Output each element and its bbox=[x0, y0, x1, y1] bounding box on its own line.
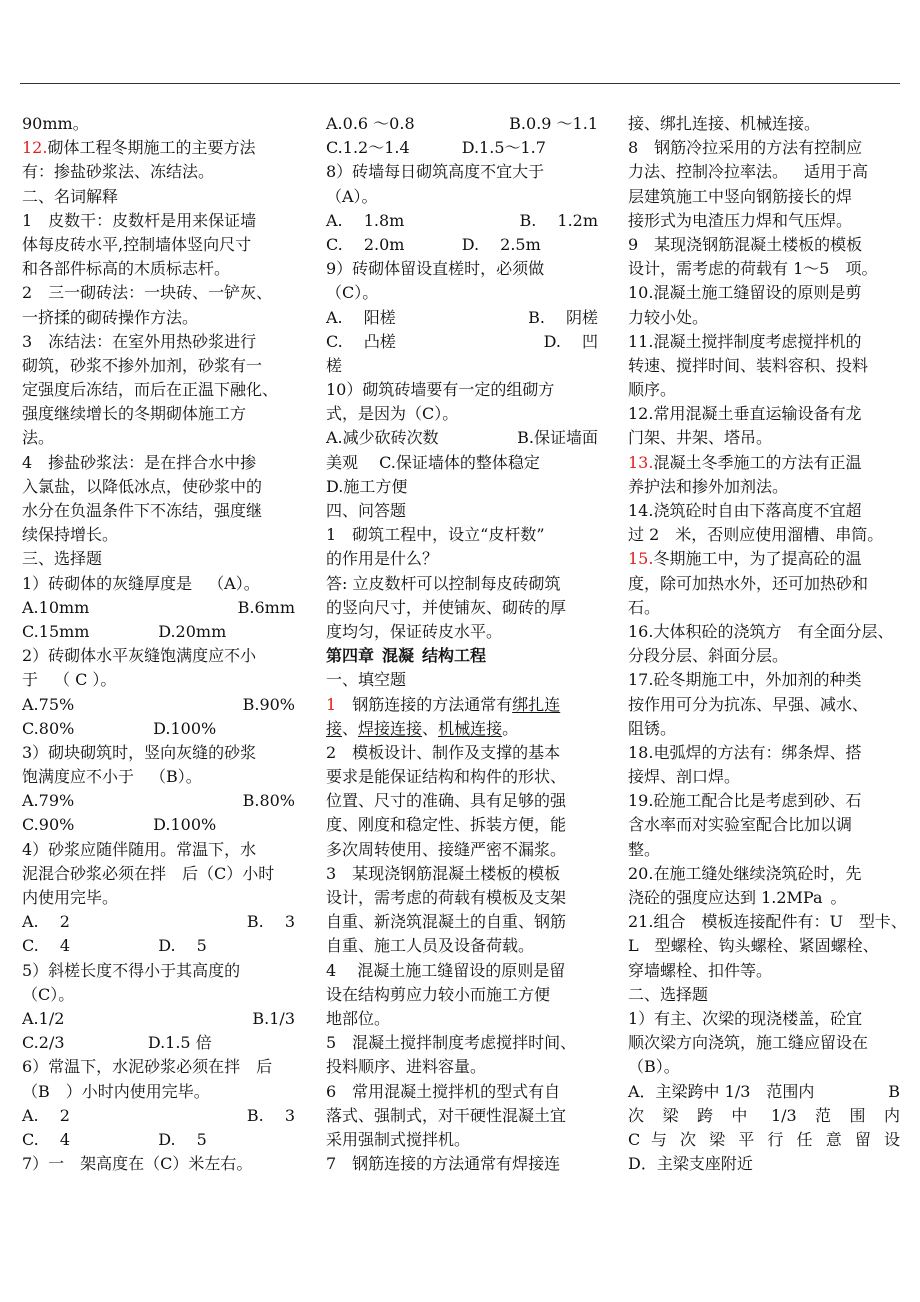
text-line bbox=[326, 644, 598, 668]
text-line bbox=[326, 306, 598, 330]
text-segment: 、 bbox=[342, 718, 359, 738]
text-segment: 19.砼施工配合比是考虑到砂、石 bbox=[628, 791, 862, 811]
text-line bbox=[326, 1152, 598, 1176]
text-segment: 10.混凝土施工缝留设的原则是剪 bbox=[628, 283, 862, 303]
text-line bbox=[326, 1055, 598, 1079]
text-line bbox=[326, 233, 598, 257]
text-segment: 槎 bbox=[326, 355, 343, 375]
text-segment: 饱满度应不小于 （B）。 bbox=[22, 767, 202, 787]
text-segment: D.1.5～1.7 bbox=[461, 138, 546, 158]
text-segment: A.0.6 ～0.8 bbox=[326, 114, 415, 133]
text-line bbox=[22, 136, 295, 160]
text-segment: 力法、控制冷拉率法。 适用于高 bbox=[628, 162, 869, 182]
text-segment: 混凝土冬季施工的方法有正温 bbox=[653, 452, 862, 472]
text-line bbox=[22, 354, 295, 378]
text-line bbox=[628, 983, 900, 1007]
text-segment: 的竖向尺寸，并使铺灰、砌砖的厚 bbox=[326, 597, 567, 617]
text-segment: 设在结构剪应力较小而施工方便 bbox=[326, 984, 551, 1004]
text-line bbox=[326, 1104, 598, 1128]
text-segment: A.10mm bbox=[22, 597, 90, 617]
text-line bbox=[326, 209, 598, 233]
text-segment: D.1.5 倍 bbox=[147, 1033, 212, 1053]
text-segment: 1 皮数干：皮数杆是用来保证墙 bbox=[22, 210, 257, 230]
text-segment: 穿墙螺栓、扣件等。 bbox=[628, 960, 773, 980]
text-line bbox=[628, 112, 900, 136]
text-segment: C.15mm bbox=[22, 621, 90, 641]
text-segment: B.0.9 ～1.1 bbox=[509, 114, 598, 133]
text-segment: 9 某现浇钢筋混凝土楼板的模板 bbox=[628, 234, 863, 254]
text-segment: D. 5 bbox=[158, 1129, 207, 1149]
text-segment: 四、问答题 bbox=[326, 501, 407, 520]
text-line bbox=[22, 910, 295, 934]
text-segment: 度均匀，保证砖皮水平。 bbox=[326, 621, 503, 641]
text-segment: D. 凹 bbox=[543, 331, 598, 351]
text-line bbox=[628, 209, 900, 233]
text-line bbox=[22, 209, 295, 233]
text-segment: 顺序。 bbox=[628, 380, 677, 400]
text-line bbox=[628, 1104, 900, 1128]
text-line bbox=[326, 1031, 598, 1055]
text-line bbox=[22, 402, 295, 426]
text-line bbox=[628, 1128, 900, 1152]
text-segment: 10）砌筑砖墙要有一定的组砌方 bbox=[326, 380, 555, 400]
text-line bbox=[22, 185, 295, 209]
text-line bbox=[22, 862, 295, 886]
text-line bbox=[326, 378, 598, 402]
text-segment: 4）砂浆应随伴随用。常温下，水 bbox=[22, 839, 257, 859]
text-segment: 整。 bbox=[628, 839, 661, 859]
text-segment: A.79% bbox=[22, 791, 75, 811]
text-segment: （B ）小时内使用完毕。 bbox=[22, 1081, 210, 1101]
text-segment: A.减少砍砖次数 bbox=[326, 428, 439, 448]
column-middle bbox=[326, 112, 598, 1176]
text-segment: 钢筋连接的方法通常有 bbox=[336, 694, 513, 714]
text-line bbox=[628, 910, 907, 934]
text-segment: 水分在负温条件下不冻结，强度继 bbox=[22, 501, 263, 520]
text-segment: A. 阳槎 bbox=[326, 307, 396, 327]
text-segment: 15. bbox=[628, 549, 654, 569]
column-right bbox=[628, 112, 907, 1176]
text-line bbox=[628, 789, 900, 813]
text-line bbox=[628, 644, 900, 668]
text-segment: D. 2.5m bbox=[461, 234, 541, 254]
text-line bbox=[326, 185, 598, 209]
text-segment: 11.混凝土搅拌制度考虑搅拌机的 bbox=[628, 331, 862, 351]
text-line bbox=[326, 717, 598, 741]
text-line bbox=[628, 668, 900, 692]
text-segment: 、 bbox=[422, 718, 439, 738]
text-line bbox=[628, 572, 900, 596]
text-line bbox=[22, 281, 295, 305]
text-segment: 入氯盐，以降低冰点，使砂浆中的 bbox=[22, 476, 263, 496]
text-line bbox=[22, 789, 295, 813]
text-segment: 一、填空题 bbox=[326, 670, 407, 690]
text-line bbox=[628, 306, 900, 330]
text-segment: D.100% bbox=[153, 718, 217, 738]
text-segment: 力较小处。 bbox=[628, 307, 709, 327]
text-line bbox=[326, 668, 598, 692]
text-segment: A. 2 bbox=[22, 1105, 70, 1125]
text-segment: 7）一 架高度在（C）米左右。 bbox=[22, 1154, 253, 1174]
text-segment: 2）砖砌体水平灰缝饱满度应不小 bbox=[22, 646, 257, 666]
text-segment: 度、刚度和稳定性、拆装方便，能 bbox=[326, 815, 567, 835]
text-segment: 90mm。 bbox=[22, 114, 89, 133]
text-segment: D.20mm bbox=[158, 621, 227, 641]
text-line bbox=[22, 1104, 295, 1128]
text-line bbox=[22, 644, 295, 668]
text-segment: 门架、井架、塔吊。 bbox=[628, 428, 773, 448]
text-segment: 13. bbox=[628, 452, 654, 472]
text-segment: 焊接连接 bbox=[358, 718, 423, 738]
text-segment: 冬期施工中，为了提高砼的温 bbox=[653, 549, 862, 569]
text-segment: 接 bbox=[326, 718, 343, 738]
text-segment: 层建筑施工中竖向钢筋接长的焊 bbox=[628, 186, 853, 206]
text-line bbox=[22, 475, 295, 499]
text-segment: 于 （ C ）。 bbox=[22, 670, 117, 690]
text-line bbox=[628, 281, 900, 305]
text-line bbox=[628, 959, 900, 983]
text-line bbox=[22, 257, 295, 281]
text-line bbox=[326, 862, 598, 886]
text-segment: D.100% bbox=[153, 815, 217, 835]
text-segment: （B）。 bbox=[628, 1057, 680, 1077]
text-line bbox=[22, 620, 295, 644]
text-line bbox=[326, 354, 598, 378]
text-segment: D. 5 bbox=[158, 936, 207, 956]
text-line bbox=[326, 402, 598, 426]
text-segment: 自重、施工人员及设备荷载。 bbox=[326, 936, 535, 956]
text-segment: 养护法和掺外加剂法。 bbox=[628, 476, 789, 496]
text-segment: L 型螺栓、钩头螺栓、紧固螺栓、 bbox=[628, 936, 879, 956]
text-line bbox=[326, 572, 598, 596]
text-segment: 续保持增长。 bbox=[22, 525, 119, 545]
text-segment: 地部位。 bbox=[326, 1008, 391, 1028]
text-segment: 3 某现浇钢筋混凝土楼板的模板 bbox=[326, 863, 561, 883]
text-segment: 二、选择题 bbox=[628, 984, 709, 1004]
text-line bbox=[22, 451, 295, 475]
text-segment: 5 混凝土搅拌制度考虑搅拌时间、 bbox=[326, 1033, 577, 1053]
text-line bbox=[326, 499, 598, 523]
text-line bbox=[326, 596, 598, 620]
text-line bbox=[22, 1055, 295, 1079]
text-segment: 法。 bbox=[22, 428, 55, 448]
text-line bbox=[22, 1031, 295, 1055]
text-line bbox=[22, 838, 295, 862]
text-segment: 16.大体积砼的浇筑方 有全面分层、 bbox=[628, 621, 894, 641]
text-segment: 17.砼冬期施工中，外加剂的种类 bbox=[628, 670, 862, 690]
text-segment: C 与 次 梁 平 行 任 意 留 设 bbox=[628, 1129, 900, 1149]
text-line bbox=[326, 426, 598, 450]
text-segment: 定强度后冻结，而后在正温下融化、 bbox=[22, 380, 279, 400]
text-line bbox=[326, 257, 598, 281]
text-line bbox=[22, 959, 295, 983]
text-segment: 砌体工程冬期施工的主要方法 bbox=[47, 138, 256, 158]
text-line bbox=[628, 185, 900, 209]
text-line bbox=[326, 886, 598, 910]
text-segment: 次 梁 跨 中 1/3 范 围 内 bbox=[628, 1105, 900, 1125]
text-segment: （A）。 bbox=[326, 186, 378, 206]
text-segment: （C）。 bbox=[22, 984, 75, 1004]
header-rule bbox=[20, 83, 900, 84]
text-line bbox=[326, 838, 598, 862]
column-left bbox=[22, 112, 295, 1176]
text-segment: 多次周转使用、接缝严密不漏浆。 bbox=[326, 839, 567, 859]
text-line bbox=[22, 741, 295, 765]
text-segment: 的作用是什么？ bbox=[326, 549, 439, 569]
text-line bbox=[22, 572, 295, 596]
text-line bbox=[326, 910, 598, 934]
text-segment: 14.浇筑砼时自由下落高度不宜超 bbox=[628, 501, 862, 520]
text-line bbox=[326, 934, 598, 958]
text-line bbox=[326, 959, 598, 983]
text-line bbox=[22, 547, 295, 571]
text-line bbox=[326, 741, 598, 765]
text-segment: 泥混合砂浆必须在拌 后（C）小时 bbox=[22, 863, 275, 883]
text-line bbox=[326, 547, 598, 571]
text-segment: B. 阴槎 bbox=[528, 307, 598, 327]
text-line bbox=[22, 233, 295, 257]
text-segment: B.1/3 bbox=[252, 1008, 295, 1028]
text-line bbox=[628, 257, 900, 281]
text-line bbox=[326, 789, 598, 813]
text-segment: 绑扎连 bbox=[512, 694, 561, 714]
text-line bbox=[22, 886, 295, 910]
text-segment: 接、绑扎连接、机械连接。 bbox=[628, 114, 821, 133]
text-line bbox=[22, 499, 295, 523]
text-segment: C.1.2～1.4 bbox=[326, 138, 410, 158]
text-segment: 一挤揉的砌砖操作方法。 bbox=[22, 307, 199, 327]
text-segment: 石。 bbox=[628, 597, 661, 617]
text-line bbox=[326, 451, 598, 475]
text-segment: C.2/3 bbox=[22, 1033, 65, 1053]
text-segment: 4 混凝土施工缝留设的原则是留 bbox=[326, 960, 566, 980]
text-line bbox=[22, 813, 295, 837]
text-line bbox=[628, 717, 900, 741]
text-line bbox=[628, 233, 900, 257]
text-segment: 过 2 米，否则应使用溜槽、串筒。 bbox=[628, 525, 884, 545]
text-line bbox=[22, 717, 295, 741]
text-segment: 1）有主、次梁的现浇楼盖，砼宜 bbox=[628, 1008, 863, 1028]
text-segment: 阻锈。 bbox=[628, 718, 677, 738]
text-line bbox=[628, 1031, 900, 1055]
text-line bbox=[326, 1128, 598, 1152]
text-line bbox=[628, 765, 900, 789]
text-segment: C.80% bbox=[22, 718, 75, 738]
text-segment: 三、选择题 bbox=[22, 549, 103, 569]
text-segment: 12.常用混凝土垂直运输设备有龙 bbox=[628, 404, 862, 424]
text-segment: B.90% bbox=[242, 694, 295, 714]
text-segment: B.6mm bbox=[237, 597, 295, 617]
text-line bbox=[22, 596, 295, 620]
text-line bbox=[22, 1128, 295, 1152]
text-segment: 自重、新浇筑混凝土的自重、钢筋 bbox=[326, 912, 567, 932]
text-line bbox=[22, 112, 295, 136]
text-segment: 强度继续增长的冬期砌体施工方 bbox=[22, 404, 247, 424]
text-segment: 机械连接 bbox=[438, 718, 503, 738]
text-segment: 2 三一砌砖法：一块砖、一铲灰、 bbox=[22, 283, 273, 303]
text-segment: B.保证墙面 bbox=[517, 428, 598, 448]
text-line bbox=[326, 620, 598, 644]
text-line bbox=[628, 1080, 900, 1104]
text-segment: （C）。 bbox=[326, 283, 379, 303]
text-line bbox=[22, 306, 295, 330]
text-line bbox=[22, 668, 295, 692]
text-segment: B. 1.2m bbox=[519, 210, 598, 230]
text-segment: A. 1.8m bbox=[326, 210, 405, 230]
text-segment: 内使用完毕。 bbox=[22, 888, 119, 907]
text-line bbox=[22, 426, 295, 450]
text-segment: 要求是能保证结构和构件的形状、 bbox=[326, 767, 567, 787]
text-segment: C. 2.0m bbox=[326, 234, 405, 254]
text-segment: C. 4 bbox=[22, 1129, 71, 1149]
text-segment: A．主梁跨中 1/3 范围内 bbox=[628, 1081, 815, 1101]
text-line bbox=[628, 451, 900, 475]
text-line bbox=[628, 402, 900, 426]
text-segment: 浇砼的强度应达到 1.2MPa 。 bbox=[628, 888, 847, 907]
text-line bbox=[628, 741, 900, 765]
text-segment: 投料顺序、进料容量。 bbox=[326, 1057, 487, 1077]
text-segment: 1 bbox=[326, 694, 337, 714]
text-line bbox=[22, 983, 295, 1007]
text-segment: 位置、尺寸的准确、具有足够的强 bbox=[326, 791, 567, 811]
text-line bbox=[628, 426, 900, 450]
text-line bbox=[326, 160, 598, 184]
text-line bbox=[628, 378, 900, 402]
text-line bbox=[22, 330, 295, 354]
text-line bbox=[326, 1007, 598, 1031]
text-segment: B. 3 bbox=[246, 1105, 295, 1125]
text-segment: 落式、强制式，对干硬性混凝土宜 bbox=[326, 1105, 567, 1125]
text-segment: 8 钢筋冷拉采用的方法有控制应 bbox=[628, 138, 863, 158]
text-segment: 3 冻结法：在室外用热砂浆进行 bbox=[22, 331, 257, 351]
text-segment: 接形式为电渣压力焊和气压焊。 bbox=[628, 210, 853, 230]
text-line bbox=[22, 934, 295, 958]
text-segment: 1 砌筑工程中，设立“皮杆数” bbox=[326, 525, 545, 545]
text-segment: 12. bbox=[22, 138, 48, 158]
text-segment: D.施工方便 bbox=[326, 476, 408, 496]
text-line bbox=[628, 1055, 900, 1079]
text-segment: 体每皮砖水平,控制墙体竖向尺寸 bbox=[22, 234, 252, 254]
text-line bbox=[628, 596, 900, 620]
text-line bbox=[628, 838, 900, 862]
text-segment: 。 bbox=[502, 718, 519, 738]
text-segment: 2 模板设计、制作及支撑的基本 bbox=[326, 742, 561, 762]
text-line bbox=[22, 1152, 295, 1176]
text-segment: 6 常用混凝土搅拌机的型式有自 bbox=[326, 1081, 561, 1101]
text-segment: 设计，需考虑的荷载有 1～5 项。 bbox=[628, 259, 878, 279]
text-segment: 按作用可分为抗冻、早强、减水、 bbox=[628, 694, 869, 714]
text-segment: B. 3 bbox=[246, 912, 295, 932]
text-line bbox=[22, 1007, 295, 1031]
text-line bbox=[326, 112, 598, 136]
text-line bbox=[326, 281, 598, 305]
text-line bbox=[628, 330, 900, 354]
text-line bbox=[326, 330, 598, 354]
text-line bbox=[22, 1080, 295, 1104]
text-segment: A.75% bbox=[22, 694, 75, 714]
text-segment: 采用强制式搅拌机。 bbox=[326, 1129, 471, 1149]
text-line bbox=[326, 475, 598, 499]
text-line bbox=[326, 765, 598, 789]
text-line bbox=[326, 983, 598, 1007]
text-segment: 式，是因为（C）。 bbox=[326, 404, 459, 424]
text-line bbox=[628, 160, 900, 184]
text-segment: 分段分层、斜面分层。 bbox=[628, 646, 789, 666]
text-segment: 美观 C.保证墙体的整体稳定 bbox=[326, 452, 540, 472]
text-line bbox=[628, 934, 900, 958]
text-segment: 18.电弧焊的方法有：绑条焊、搭 bbox=[628, 742, 862, 762]
text-line bbox=[22, 378, 295, 402]
text-segment: B bbox=[888, 1081, 900, 1101]
text-line bbox=[628, 620, 900, 644]
text-line bbox=[628, 693, 900, 717]
text-segment: 设计，需考虑的荷载有模板及支架 bbox=[326, 888, 567, 907]
text-segment: 答: 立皮数杆可以控制每皮砖砌筑 bbox=[326, 573, 561, 593]
text-segment: 接焊、剖口焊。 bbox=[628, 767, 741, 787]
text-line bbox=[22, 693, 295, 717]
text-segment: 21.组合 模板连接配件有：U 型卡、 bbox=[628, 912, 907, 932]
text-line bbox=[628, 136, 900, 160]
text-segment: 第四章 混凝 结构工程 bbox=[326, 646, 487, 666]
text-segment: 6）常温下，水泥砂浆必须在拌 后 bbox=[22, 1057, 273, 1077]
text-line bbox=[628, 475, 900, 499]
text-segment: 3）砌块砌筑时，竖向灰缝的砂浆 bbox=[22, 742, 257, 762]
text-line bbox=[628, 354, 900, 378]
text-segment: 8）砖墙每日砌筑高度不宜大于 bbox=[326, 162, 545, 182]
text-segment: 1）砖砌体的灰缝厚度是 （A）。 bbox=[22, 573, 260, 593]
text-line bbox=[326, 136, 598, 160]
text-segment: 顺次梁方向浇筑，施工缝应留设在 bbox=[628, 1033, 869, 1053]
text-line bbox=[628, 862, 900, 886]
text-line bbox=[628, 499, 900, 523]
text-segment: 度，除可加热水外，还可加热砂和 bbox=[628, 573, 869, 593]
text-line bbox=[326, 1080, 598, 1104]
text-line bbox=[22, 523, 295, 547]
text-segment: 有：掺盐砂浆法、冻结法。 bbox=[22, 162, 215, 182]
text-segment: C.90% bbox=[22, 815, 75, 835]
text-segment: C. 凸槎 bbox=[326, 331, 396, 351]
text-line bbox=[628, 1007, 900, 1031]
text-segment: 9）砖砌体留设直槎时，必须做 bbox=[326, 259, 545, 279]
text-line bbox=[326, 523, 598, 547]
text-segment: 转速、搅拌时间、装料容积、投料 bbox=[628, 355, 869, 375]
text-line bbox=[326, 693, 598, 717]
text-segment: D．主梁支座附近 bbox=[628, 1154, 753, 1174]
text-segment: 含水率而对实验室配合比加以调 bbox=[628, 815, 853, 835]
text-line bbox=[628, 547, 900, 571]
text-segment: 20.在施工缝处继续浇筑砼时，先 bbox=[628, 863, 862, 883]
text-line bbox=[22, 160, 295, 184]
text-line bbox=[22, 765, 295, 789]
text-segment: 5）斜槎长度不得小于其高度的 bbox=[22, 960, 241, 980]
text-segment: 和各部件标高的木质标志杆。 bbox=[22, 259, 231, 279]
text-line bbox=[628, 886, 900, 910]
text-line bbox=[628, 1152, 900, 1176]
text-segment: B.80% bbox=[242, 791, 295, 811]
text-segment: 二、名词解释 bbox=[22, 186, 119, 206]
text-segment: 4 掺盐砂浆法：是在拌合水中掺 bbox=[22, 452, 257, 472]
text-line bbox=[628, 523, 900, 547]
text-segment: A. 2 bbox=[22, 912, 70, 932]
text-segment: 砌筑，砂浆不掺外加剂，砂浆有一 bbox=[22, 355, 263, 375]
text-segment: A.1/2 bbox=[22, 1008, 65, 1028]
text-segment: C. 4 bbox=[22, 936, 71, 956]
text-line bbox=[628, 813, 900, 837]
text-line bbox=[326, 813, 598, 837]
text-segment: 7 钢筋连接的方法通常有焊接连 bbox=[326, 1154, 561, 1174]
